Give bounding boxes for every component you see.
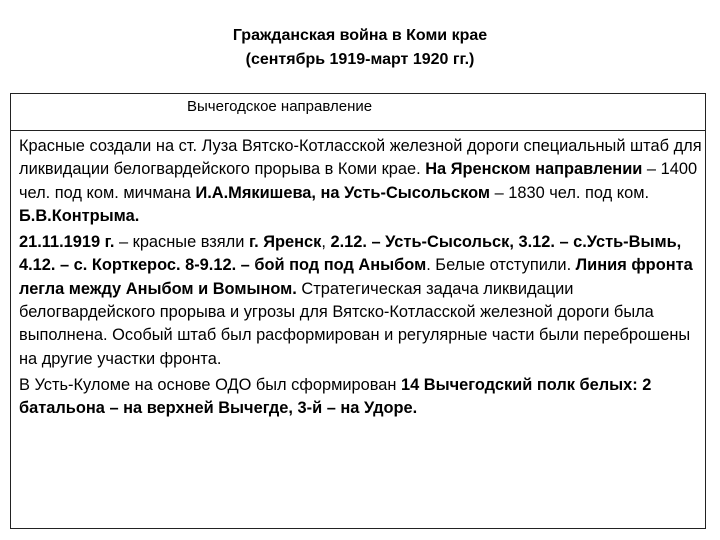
p3-bold-1: 14 Вычегодский полк белых: 2 батальона – на верхней Вычегде, 3-й – на Удоре. [19, 375, 652, 418]
p1-text-1: Красные создали на ст. Луза Вятско-Котласской железной дороги специальный штаб для ликвидации белогвардейского прорыва в Коми крае. [19, 137, 702, 179]
p1-bold-3: Б.В.Контрыма. [19, 206, 140, 225]
title-line-2: (сентябрь 1919-март 1920 гг.) [245, 51, 475, 68]
p1-text-2: – 1400 чел. под ком. мичмана [19, 160, 698, 202]
body-text [19, 135, 703, 421]
section-header-label: Вычегодское направление [187, 98, 373, 115]
p1-bold-2: И.А.Мякишева, на Усть-Сысольском [195, 183, 491, 202]
p2-bold-2: г. Яренск [248, 233, 322, 252]
p1-text-3: – 1830 чел. под ком. [490, 183, 650, 202]
p2-bold-1: 21.11.1919 г. [19, 233, 115, 252]
p2-bold-3: 2.12. – Усть-Сысольск, 3.12. – с.Усть-Вымь, 4.12. – с. Корткерос. 8-9.12. – бой под под Аныбом [19, 233, 682, 275]
content-frame [10, 93, 706, 529]
page-title [120, 24, 600, 72]
p2-bold-4: Линия фронта легла между Аныбом и Вомыном. [19, 256, 693, 298]
paragraph-3 [19, 374, 703, 421]
paragraph-1 [19, 135, 703, 228]
section-header [11, 94, 705, 131]
p2-text-3: . Белые отступили. [426, 256, 576, 275]
p2-text-2: , [321, 233, 331, 252]
paragraph-2 [19, 231, 703, 371]
p1-bold-1: На Яренском направлении [425, 160, 643, 179]
p3-text-1: В Усть-Куломе на основе ОДО был сформирован [19, 375, 401, 394]
p2-text-1: – красные взяли [114, 233, 249, 252]
p2-text-4: Стратегическая задача ликвидации белогвардейского прорыва и угрозы для Вятско-Котласской железной дороги была выполнена. Особый штаб был расформирован и регулярные части были переброшены на другие участки фронта. [19, 279, 691, 368]
title-line-1: Гражданская война в Коми крае [232, 27, 488, 44]
